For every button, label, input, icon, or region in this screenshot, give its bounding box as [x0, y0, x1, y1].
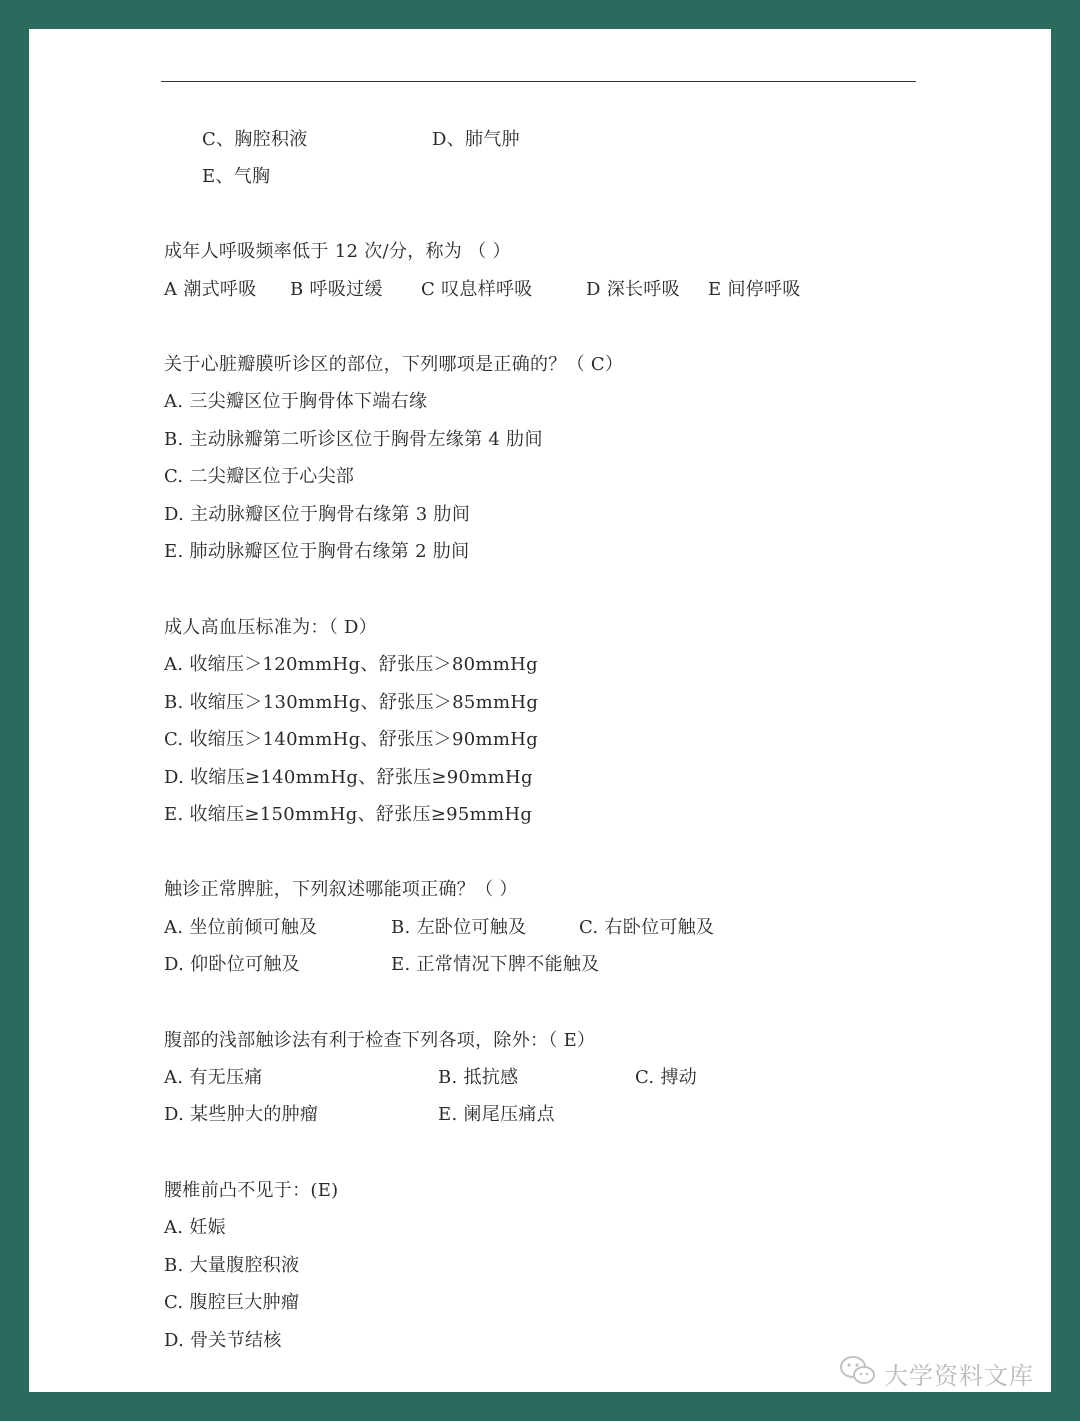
option-line: D. 某些肿大的肿瘤 [164, 1104, 319, 1125]
option-line: D. 收缩压≥140mmHg、舒张压≥90mmHg [164, 767, 533, 788]
option-line: E 间停呼吸 [708, 279, 801, 300]
option-line: C. 右卧位可触及 [579, 917, 715, 938]
option-line: B. 左卧位可触及 [391, 917, 527, 938]
option-line: A. 有无压痛 [164, 1067, 263, 1088]
option-line: E. 肺动脉瓣区位于胸骨右缘第 2 肋间 [164, 541, 470, 562]
option-line: D. 骨关节结核 [164, 1330, 282, 1351]
option-line: A 潮式呼吸 [164, 279, 257, 300]
option-line: E. 阑尾压痛点 [438, 1104, 555, 1125]
question-text: 腰椎前凸不见于：(E) [164, 1180, 339, 1201]
option-line: C、胸腔积液 [202, 129, 308, 150]
option-line: C. 腹腔巨大肿瘤 [164, 1292, 300, 1313]
option-line: A. 妊娠 [164, 1217, 226, 1238]
question-text: 触诊正常脾脏，下列叙述哪能项正确？（ ） [164, 879, 518, 900]
option-line: E、气胸 [202, 166, 271, 187]
option-line: B. 抵抗感 [438, 1067, 519, 1088]
option-line: E. 正常情况下脾不能触及 [391, 954, 600, 975]
option-line: C. 搏动 [635, 1067, 698, 1088]
question-text: 关于心脏瓣膜听诊区的部位，下列哪项是正确的？（ C） [164, 354, 624, 375]
option-line: B 呼吸过缓 [290, 279, 383, 300]
header-rule [161, 81, 916, 82]
watermark [838, 1356, 1034, 1390]
question-text: 成人高血压标准为：（ D） [164, 617, 378, 638]
option-line: C. 二尖瓣区位于心尖部 [164, 466, 355, 487]
option-line: D 深长呼吸 [586, 279, 680, 300]
wechat-icon [838, 1354, 884, 1392]
option-line: C 叹息样呼吸 [421, 279, 533, 300]
question-text: 成年人呼吸频率低于 12 次/分，称为 （ ） [164, 241, 511, 262]
option-line: A. 收缩压＞120mmHg、舒张压＞80mmHg [164, 654, 538, 675]
option-line: D. 仰卧位可触及 [164, 954, 300, 975]
option-line: B. 大量腹腔积液 [164, 1255, 300, 1276]
question-text: 腹部的浅部触诊法有利于检查下列各项，除外：（ E） [164, 1030, 596, 1051]
option-line: E. 收缩压≥150mmHg、舒张压≥95mmHg [164, 804, 533, 825]
option-line: B. 主动脉瓣第二听诊区位于胸骨左缘第 4 肋间 [164, 429, 543, 450]
option-line: A. 三尖瓣区位于胸骨体下端右缘 [164, 391, 428, 412]
option-line: B. 收缩压＞130mmHg、舒张压＞85mmHg [164, 692, 539, 713]
option-line: C. 收缩压＞140mmHg、舒张压＞90mmHg [164, 729, 539, 750]
option-line: A. 坐位前倾可触及 [164, 917, 318, 938]
watermark-text: 大学资料文库 [884, 1361, 1034, 1390]
option-line: D. 主动脉瓣区位于胸骨右缘第 3 肋间 [164, 504, 471, 525]
option-line: D、肺气肿 [432, 129, 520, 150]
